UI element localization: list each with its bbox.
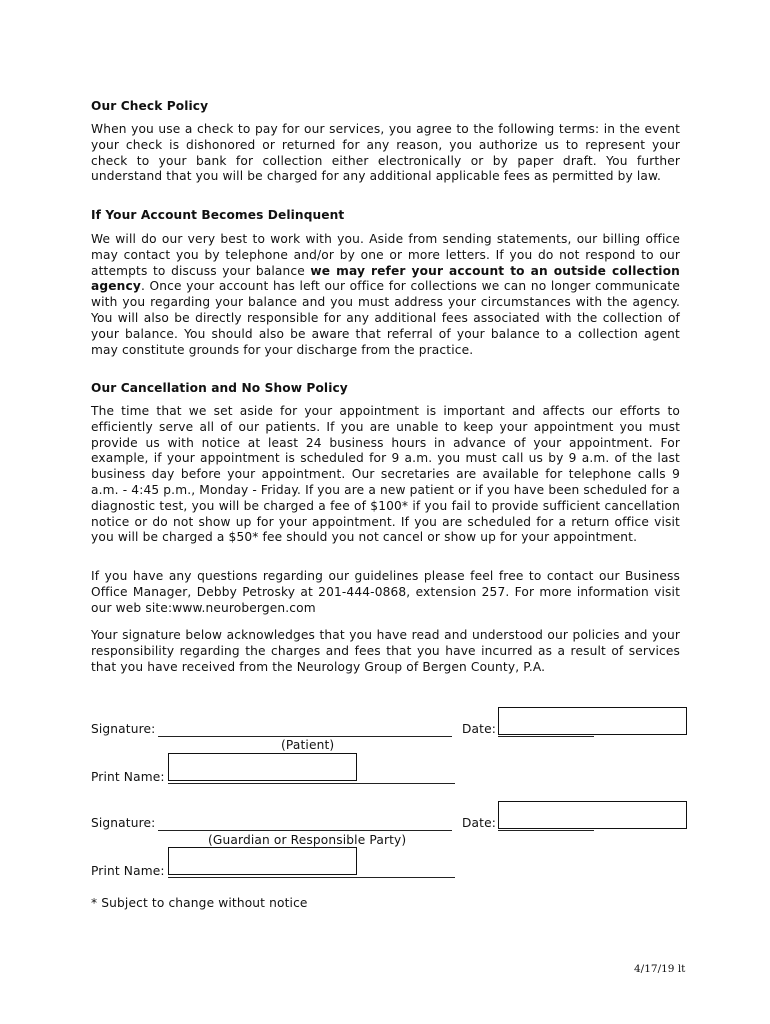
delinquent-text-end: . Once your account has left our office for collections we can no longer communicate with you regarding your balance and you must address your circumstances with the agency. You will also be directly responsible for any additional fees associated with the collection of your balance. You should also be aware that referral of your balance to a collection agent may constitute grounds for your discharge from the practice. — [91, 279, 680, 357]
patient-caption: (Patient) — [281, 738, 335, 752]
cancellation-text: The time that we set aside for your appointment is important and affects our efforts to efficiently serve all of our patients. If you are unable to keep your appointment you must provide us with notice at least 24 business hours in advance of your appointment. For example, if your appointment is scheduled for 9 a.m. you must call us by 9 a.m. of the last business day before your appointment. Our secretaries are available for telephone calls 9 a.m. - 4:45 p.m., Monday - Friday. If you are a new patient or if you have been scheduled for a diagnostic test, you will be charged a fee of $100* if you fail to provide sufficient cancellation notice or do not show up for your appointment. If you are scheduled for a return office visit you will be charged a $50* fee should you not cancel or show up for your appointment. — [91, 404, 680, 545]
guardian-date-line — [498, 830, 594, 831]
patient-print-name-line — [168, 783, 455, 784]
delinquent-text-bold: we may refer your account to an outside collection agency — [91, 263, 680, 294]
guardian-signature-label: Signature: — [91, 816, 156, 830]
guardian-date-label: Date: — [462, 816, 496, 830]
footnote: * Subject to change without notice — [91, 896, 308, 910]
patient-print-name-label: Print Name: — [91, 770, 165, 784]
questions-text: If you have any questions regarding our guidelines please feel free to contact our Business Office Manager, Debby Petrosky at 201-444-0868, extension 257. For more information visit our web site:www.neurobergen.com — [91, 569, 680, 615]
patient-signature-line[interactable] — [158, 736, 452, 737]
patient-print-name-field[interactable] — [168, 753, 357, 781]
guardian-caption: (Guardian or Responsible Party) — [208, 833, 407, 847]
delinquent-text-start: We will do our very best to work with you. Aside from sending statements, our billing office may contact you by telephone and/or by one or more letters. If you do not respond to our attempts to discuss your balance — [91, 232, 680, 278]
patient-date-label: Date: — [462, 722, 496, 736]
acknowledgement-text: Your signature below acknowledges that you have read and understood our policies and your responsibility regarding the charges and fees that you have incurred as a result of services that you have received from the Neurology Group of Bergen County, P.A. — [91, 628, 680, 674]
patient-signature-label: Signature: — [91, 722, 156, 736]
check-policy-heading: Our Check Policy — [91, 99, 209, 113]
check-policy-text: When you use a check to pay for our services, you agree to the following terms: in the event your check is dishonored or returned for any reason, you authorize us to represent your check to your bank for collection either electronically or by paper draft. You further understand that you will be charged for any additional applicable fees as permitted by law. — [91, 122, 680, 184]
guardian-date-field[interactable] — [498, 801, 687, 829]
delinquent-heading: If Your Account Becomes Delinquent — [91, 208, 345, 222]
guardian-signature-line[interactable] — [158, 830, 452, 831]
guardian-print-name-line — [168, 877, 455, 878]
patient-date-line — [498, 736, 594, 737]
revision-date: 4/17/19 lt — [634, 963, 686, 975]
patient-date-field[interactable] — [498, 707, 687, 735]
delinquent-text — [91, 232, 680, 358]
guardian-print-name-field[interactable] — [168, 847, 357, 875]
guardian-print-name-label: Print Name: — [91, 864, 165, 878]
cancellation-heading: Our Cancellation and No Show Policy — [91, 381, 348, 395]
